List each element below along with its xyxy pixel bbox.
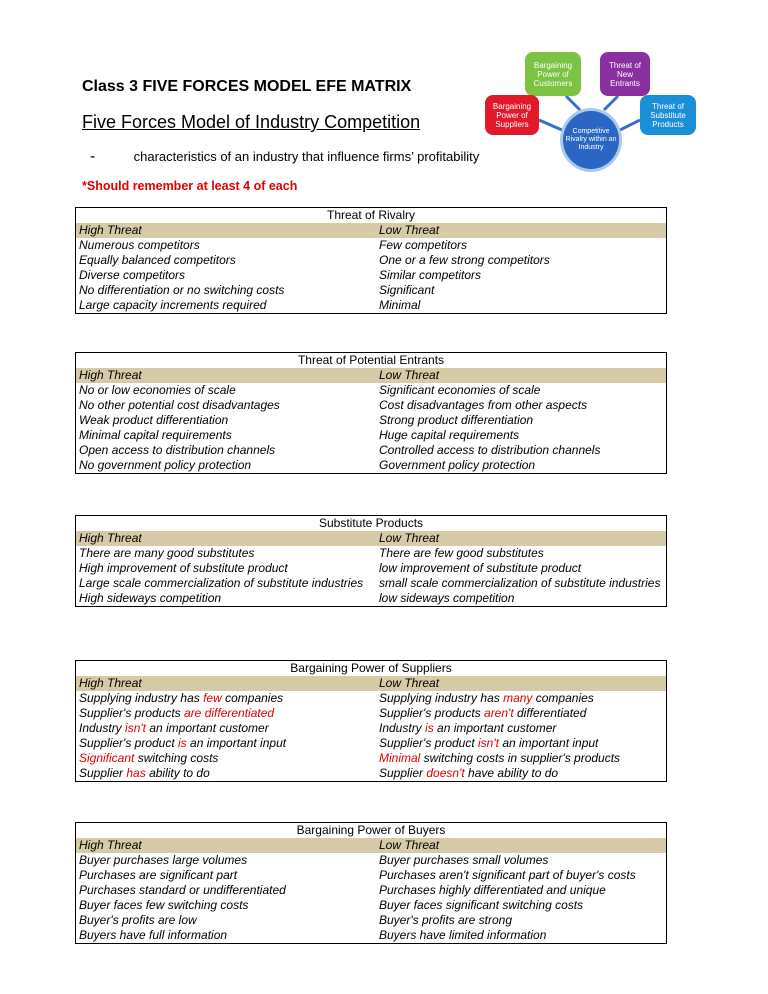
cell-text: an important customer <box>146 721 269 735</box>
table-header-row <box>76 368 666 383</box>
table-row <box>76 413 666 428</box>
reminder-note: *Should remember at least 4 of each <box>82 179 298 193</box>
low-threat-cell <box>376 283 664 298</box>
high-threat-cell <box>76 283 376 298</box>
table-title: Bargaining Power of Buyers <box>296 823 446 837</box>
highlight-text: aren't <box>484 706 514 720</box>
cell-text: have ability to do <box>464 766 559 780</box>
high-threat-cell <box>76 428 376 443</box>
table-row <box>76 458 666 473</box>
low-threat-cell <box>376 898 664 913</box>
rivalry-core-node: Competitive Rivalry within an Industry <box>560 108 622 172</box>
table-row <box>76 766 666 781</box>
high-threat-cell <box>76 691 376 706</box>
high-threat-cell <box>76 751 376 766</box>
low-threat-cell <box>376 706 664 721</box>
highlight-text: is <box>425 721 434 735</box>
high-threat-cell <box>76 458 376 473</box>
cell-text: Industry <box>379 721 426 735</box>
cell-text: ability to do <box>145 766 210 780</box>
substitutes-table <box>75 515 667 607</box>
cell-text: Few competitors <box>379 238 468 252</box>
table-row <box>76 691 666 706</box>
table-row <box>76 383 666 398</box>
cell-text: switching costs <box>134 751 219 765</box>
bullet-text: characteristics of an industry that influence firms’ profitability <box>133 149 480 164</box>
highlight-text: many <box>503 691 533 705</box>
cell-text: Buyer purchases small volumes <box>379 853 549 867</box>
high-threat-cell <box>76 721 376 736</box>
cell-text: an important input <box>186 736 287 750</box>
substitutes-node: Threat of Substitute Products <box>640 95 696 135</box>
low-threat-cell <box>376 591 664 606</box>
cell-text: High improvement of substitute product <box>79 561 288 575</box>
high-threat-header: High Threat <box>79 676 142 690</box>
cell-text: companies <box>221 691 284 705</box>
cell-text: One or a few strong competitors <box>379 253 550 267</box>
cell-text: Minimal capital requirements <box>79 428 232 442</box>
high-threat-cell <box>76 298 376 313</box>
high-threat-cell <box>76 383 376 398</box>
cell-text: Huge capital requirements <box>379 428 520 442</box>
high-threat-cell <box>76 928 376 943</box>
cell-text: No government policy protection <box>79 458 252 472</box>
low-threat-header: Low Threat <box>379 531 440 545</box>
high-threat-cell <box>76 736 376 751</box>
table-row <box>76 883 666 898</box>
cell-text: Supplier's products <box>379 706 485 720</box>
customers-node: Bargaining Power of Customers <box>525 52 581 96</box>
cell-text: No or low economies of scale <box>79 383 236 397</box>
cell-text: Purchases highly differentiated and unique <box>379 883 606 897</box>
cell-text: High sideways competition <box>79 591 222 605</box>
section-subtitle: Five Forces Model of Industry Competition <box>82 112 421 132</box>
cell-text: switching costs in supplier's products <box>420 751 621 765</box>
high-threat-cell <box>76 443 376 458</box>
cell-text: Large scale commercialization of substitute industries <box>79 576 364 590</box>
cell-text: Buyer purchases large volumes <box>79 853 248 867</box>
cell-text: differentiated <box>513 706 587 720</box>
cell-text: Buyer's profits are low <box>79 913 197 927</box>
table-row <box>76 298 666 313</box>
highlight-text: Minimal <box>379 751 421 765</box>
low-threat-cell <box>376 868 664 883</box>
rivalry-table <box>75 207 667 314</box>
high-threat-cell <box>76 898 376 913</box>
low-threat-cell <box>376 736 664 751</box>
low-threat-cell <box>376 383 664 398</box>
high-threat-cell <box>76 253 376 268</box>
low-threat-cell <box>376 766 664 781</box>
cell-text: Supplier's product <box>79 736 179 750</box>
high-threat-cell <box>76 268 376 283</box>
low-threat-cell <box>376 546 664 561</box>
table-row <box>76 561 666 576</box>
table-row <box>76 283 666 298</box>
highlight-text: doesn't <box>426 766 465 780</box>
cell-text: Supplying industry has <box>379 691 504 705</box>
cell-text: Strong product differentiation <box>379 413 534 427</box>
low-threat-cell <box>376 913 664 928</box>
cell-text: Government policy protection <box>379 458 536 472</box>
low-threat-cell <box>376 883 664 898</box>
high-threat-cell <box>76 546 376 561</box>
highlight-text: few <box>203 691 222 705</box>
cell-text: Weak product differentiation <box>79 413 229 427</box>
table-row <box>76 898 666 913</box>
cell-text: Open access to distribution channels <box>79 443 276 457</box>
low-threat-cell <box>376 928 664 943</box>
bullet-item <box>90 148 479 166</box>
highlight-text: has <box>126 766 146 780</box>
cell-text: Purchases are significant part <box>79 868 238 882</box>
low-threat-cell <box>376 238 664 253</box>
cell-text: Equally balanced competitors <box>79 253 236 267</box>
cell-text: an important input <box>498 736 599 750</box>
highlight-text: isn't <box>478 736 499 750</box>
table-row <box>76 706 666 721</box>
highlight-text: are differentiated <box>184 706 275 720</box>
cell-text: Buyer faces significant switching costs <box>379 898 584 912</box>
cell-text: companies <box>532 691 594 705</box>
cell-text: There are many good substitutes <box>79 546 255 560</box>
table-row <box>76 238 666 253</box>
low-threat-header: Low Threat <box>379 368 440 382</box>
low-threat-cell <box>376 253 664 268</box>
table-title: Threat of Potential Entrants <box>297 353 445 367</box>
high-threat-cell <box>76 853 376 868</box>
cell-text: Numerous competitors <box>79 238 200 252</box>
table-title: Bargaining Power of Suppliers <box>290 661 452 675</box>
high-threat-cell <box>76 561 376 576</box>
cell-text: Buyer faces few switching costs <box>79 898 249 912</box>
high-threat-header: High Threat <box>79 531 142 545</box>
document-title: Class 3 FIVE FORCES MODEL EFE MATRIX <box>82 78 412 95</box>
high-threat-cell <box>76 576 376 591</box>
low-threat-header: Low Threat <box>379 223 440 237</box>
table-title: Threat of Rivalry <box>326 208 416 222</box>
cell-text: No other potential cost disadvantages <box>79 398 280 412</box>
low-threat-cell <box>376 853 664 868</box>
cell-text: Supplier <box>379 766 427 780</box>
low-threat-cell <box>376 751 664 766</box>
cell-text: There are few good substitutes <box>379 546 544 560</box>
high-threat-header: High Threat <box>79 368 142 382</box>
cell-text: Purchases aren't significant part of buyer's costs <box>379 868 636 882</box>
high-threat-cell <box>76 238 376 253</box>
low-threat-cell <box>376 298 664 313</box>
low-threat-cell <box>376 721 664 736</box>
table-row <box>76 913 666 928</box>
cell-text: Buyers have full information <box>79 928 228 942</box>
high-threat-header: High Threat <box>79 838 142 852</box>
high-threat-cell <box>76 868 376 883</box>
high-threat-cell <box>76 706 376 721</box>
table-row <box>76 721 666 736</box>
dash-bullet-icon: - <box>90 148 96 165</box>
table-row <box>76 928 666 943</box>
table-row <box>76 751 666 766</box>
cell-text: Significant economies of scale <box>379 383 541 397</box>
low-threat-cell <box>376 398 664 413</box>
high-threat-cell <box>76 913 376 928</box>
cell-text: Supplier <box>79 766 127 780</box>
table-row <box>76 428 666 443</box>
cell-text: Minimal <box>379 298 421 312</box>
low-threat-cell <box>376 443 664 458</box>
high-threat-cell <box>76 591 376 606</box>
high-threat-cell <box>76 883 376 898</box>
cell-text: low improvement of substitute product <box>379 561 582 575</box>
cell-text: an important customer <box>433 721 557 735</box>
cell-text: Controlled access to distribution channels <box>379 443 601 457</box>
table-row <box>76 443 666 458</box>
cell-text: Supplier's product <box>379 736 479 750</box>
buyers-table <box>75 822 667 944</box>
cell-text: Buyers have limited information <box>379 928 547 942</box>
cell-text: Supplying industry has <box>79 691 204 705</box>
suppliers-table <box>75 660 667 782</box>
cell-text: Diverse competitors <box>79 268 186 282</box>
low-threat-header: Low Threat <box>379 838 440 852</box>
table-row <box>76 268 666 283</box>
table-title: Substitute Products <box>318 516 424 530</box>
cell-text: Significant <box>379 283 435 297</box>
table-header-row <box>76 676 666 691</box>
cell-text: No differentiation or no switching costs <box>79 283 285 297</box>
cell-text: Buyer's profits are strong <box>379 913 513 927</box>
table-row <box>76 253 666 268</box>
low-threat-cell <box>376 691 664 706</box>
suppliers-node: Bargaining Power of Suppliers <box>485 95 539 135</box>
table-row <box>76 576 666 591</box>
table-header-row <box>76 223 666 238</box>
table-row <box>76 546 666 561</box>
cell-text: Purchases standard or undifferentiated <box>79 883 286 897</box>
highlight-text: Significant <box>79 751 135 765</box>
table-header-row <box>76 531 666 546</box>
highlight-text: isn't <box>125 721 146 735</box>
high-threat-cell <box>76 413 376 428</box>
high-threat-cell <box>76 766 376 781</box>
table-row <box>76 868 666 883</box>
table-row <box>76 736 666 751</box>
high-threat-cell <box>76 398 376 413</box>
cell-text: low sideways competition <box>379 591 515 605</box>
low-threat-header: Low Threat <box>379 676 440 690</box>
low-threat-cell <box>376 561 664 576</box>
cell-text: Similar competitors <box>379 268 482 282</box>
entrants-table <box>75 352 667 474</box>
low-threat-cell <box>376 413 664 428</box>
table-row <box>76 398 666 413</box>
table-row <box>76 853 666 868</box>
low-threat-cell <box>376 576 664 591</box>
cell-text: Industry <box>79 721 126 735</box>
low-threat-cell <box>376 268 664 283</box>
table-row <box>76 591 666 606</box>
five-forces-diagram <box>480 50 700 180</box>
low-threat-cell <box>376 458 664 473</box>
high-threat-header: High Threat <box>79 223 142 237</box>
cell-text: Supplier's products <box>79 706 185 720</box>
new-entrants-node: Threat of New Entrants <box>600 52 650 96</box>
cell-text: small scale commercialization of substitute industries <box>379 576 661 590</box>
cell-text: Large capacity increments required <box>79 298 267 312</box>
low-threat-cell <box>376 428 664 443</box>
cell-text: Cost disadvantages from other aspects <box>379 398 588 412</box>
highlight-text: is <box>178 736 187 750</box>
table-header-row <box>76 838 666 853</box>
